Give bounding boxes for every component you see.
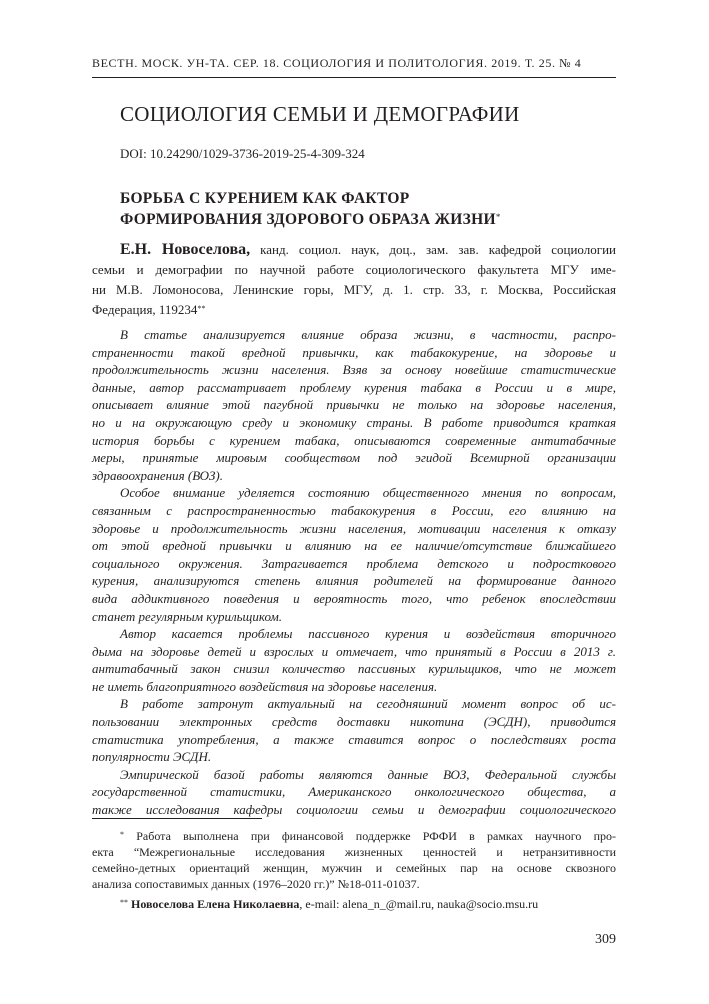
footnote-line: екта “Межрегиональные исследования жизненных ценностей и нетранзитивности [92, 845, 616, 859]
author-line [92, 300, 616, 320]
abstract-line: государственной статистики, Американского онкологического общества, а [92, 784, 616, 800]
abstract-line: от этой вредной привычки и влиянию на ее наличие/отсутствие ближайшего [92, 538, 616, 554]
footnote-marker: ** [120, 898, 128, 907]
abstract-line: связанным с распространенностью табакокурения в России, его влиянию на [92, 502, 616, 518]
author-footnote-marker: ** [197, 304, 206, 313]
abstract-line: В работе затронут актуальный на сегодняшний момент вопрос об ис- [120, 696, 616, 712]
footnote-line: анализа сопоставимых данных (1976–2020 гг.)” №18-011-01037. [92, 877, 420, 891]
footnote-author-name: Новоселова Елена Николаевна [128, 897, 300, 911]
abstract-line: дыма на здоровье детей и взрослых и отмечает, что принятый в России в 2013 г. [92, 643, 616, 659]
abstract-line: меры, принятые мировым сообществом под эгидой Всемирной организации [92, 450, 616, 466]
author-line: ни М.В. Ломоносова, Ленинские горы, МГУ, д. 1. стр. 33, г. Москва, Российская [92, 282, 616, 297]
article-title [120, 188, 501, 230]
footnote-line [92, 828, 616, 844]
header-rule [92, 77, 616, 78]
article-title-text: ФОРМИРОВАНИЯ ЗДОРОВОГО ОБРАЗА ЖИЗНИ [120, 211, 496, 228]
footnote-line: семейно-детных ориентаций женщин, мужчин и семейных пар на основе сквозного [92, 861, 616, 875]
title-footnote-marker: * [495, 212, 501, 222]
abstract-line: пользовании электронных средств доставки никотина (ЭСДН), приводится [92, 714, 616, 730]
abstract-line: Особое внимание уделяется состоянию общественного мнения по вопросам, [120, 485, 616, 501]
doi: DOI: 10.24290/1029-3736-2019-25-4-309-324 [120, 146, 365, 161]
abstract-line: Эмпирической базой работы являются данные ВОЗ, Федеральной службы [120, 766, 616, 782]
abstract-line: антитабачный закон снизил количество пассивных курильщиков, что не может [92, 661, 616, 677]
abstract-line: популярности ЭСДН. [92, 749, 212, 765]
author-credentials: канд. социол. наук, доц., зам. зав. кафедрой социологии [250, 242, 616, 257]
footnote-line [92, 896, 616, 912]
abstract-line: станет регулярным курильщиком. [92, 608, 282, 624]
abstract-line: вида аддиктивного поведения и вероятность того, что ребенок впоследствии [92, 590, 616, 606]
article-title-line [120, 209, 501, 230]
abstract-line: история борьбы с курением табака, описываются современные антитабачные [92, 432, 616, 448]
author-name: Е.Н. Новоселова, [120, 241, 251, 258]
abstract-line: продолжительность жизни населения. Взяв за основу новейшие статистические [92, 362, 616, 378]
abstract-line: не иметь благоприятного воздействия на здоровье населения. [92, 678, 438, 694]
abstract-line: но и на окружающую среду и экономику страны. В работе приводится краткая [92, 414, 616, 430]
author-affiliation [92, 240, 616, 320]
footnote-rule [92, 818, 262, 819]
page-number: 309 [595, 932, 616, 947]
abstract-line: курения, анализируются степень влияния родителей на формирование данного [92, 573, 616, 589]
abstract-line: также исследования кафедры социологии семьи и демографии социологического [92, 802, 616, 818]
running-header: ВЕСТН. МОСК. УН-ТА. СЕР. 18. СОЦИОЛОГИЯ И ПОЛИТОЛОГИЯ. 2019. Т. 25. № 4 [92, 56, 582, 70]
author-line [92, 240, 616, 260]
footnote-marker: * [120, 830, 124, 839]
abstract [92, 326, 616, 819]
abstract-line: данные, автор рассматривает проблему курения табака в России и в мире, [92, 379, 616, 395]
footnotes [92, 828, 616, 912]
footnote-text: Работа выполнена при финансовой поддержке РФФИ в рамках научного про- [124, 829, 616, 843]
section-title: СОЦИОЛОГИЯ СЕМЬИ И ДЕМОГРАФИИ [120, 102, 520, 126]
footnote-contact: , e-mail: alena_n_@mail.ru, nauka@socio.msu.ru [299, 897, 539, 911]
abstract-line: здоровье и продолжительность жизни населения, мотивации населения к отказу [92, 520, 616, 536]
abstract-line: статистика употребления, а также ставится вопрос о последствиях роста [92, 731, 616, 747]
abstract-line: социального окружения. Затрагивается проблема детского и подросткового [92, 555, 616, 571]
article-title-line: БОРЬБА С КУРЕНИЕМ КАК ФАКТОР [120, 190, 410, 207]
abstract-line: В статье анализируется влияние образа жизни, в частности, распро- [120, 327, 616, 342]
abstract-line: страненности такой вредной привычки, как табакокурение, на здоровье и [92, 344, 616, 360]
abstract-line: описывает влияние этой пагубной привычки не только на здоровье населения, [92, 397, 616, 413]
abstract-line: здравоохранения (ВОЗ). [92, 467, 223, 483]
author-line: семьи и демографии по научной работе социологического факультета МГУ име- [92, 262, 616, 277]
author-address-end: Федерация, 119234 [92, 302, 198, 317]
abstract-line: Автор касается проблемы пассивного курения и воздействия вторичного [120, 626, 616, 642]
